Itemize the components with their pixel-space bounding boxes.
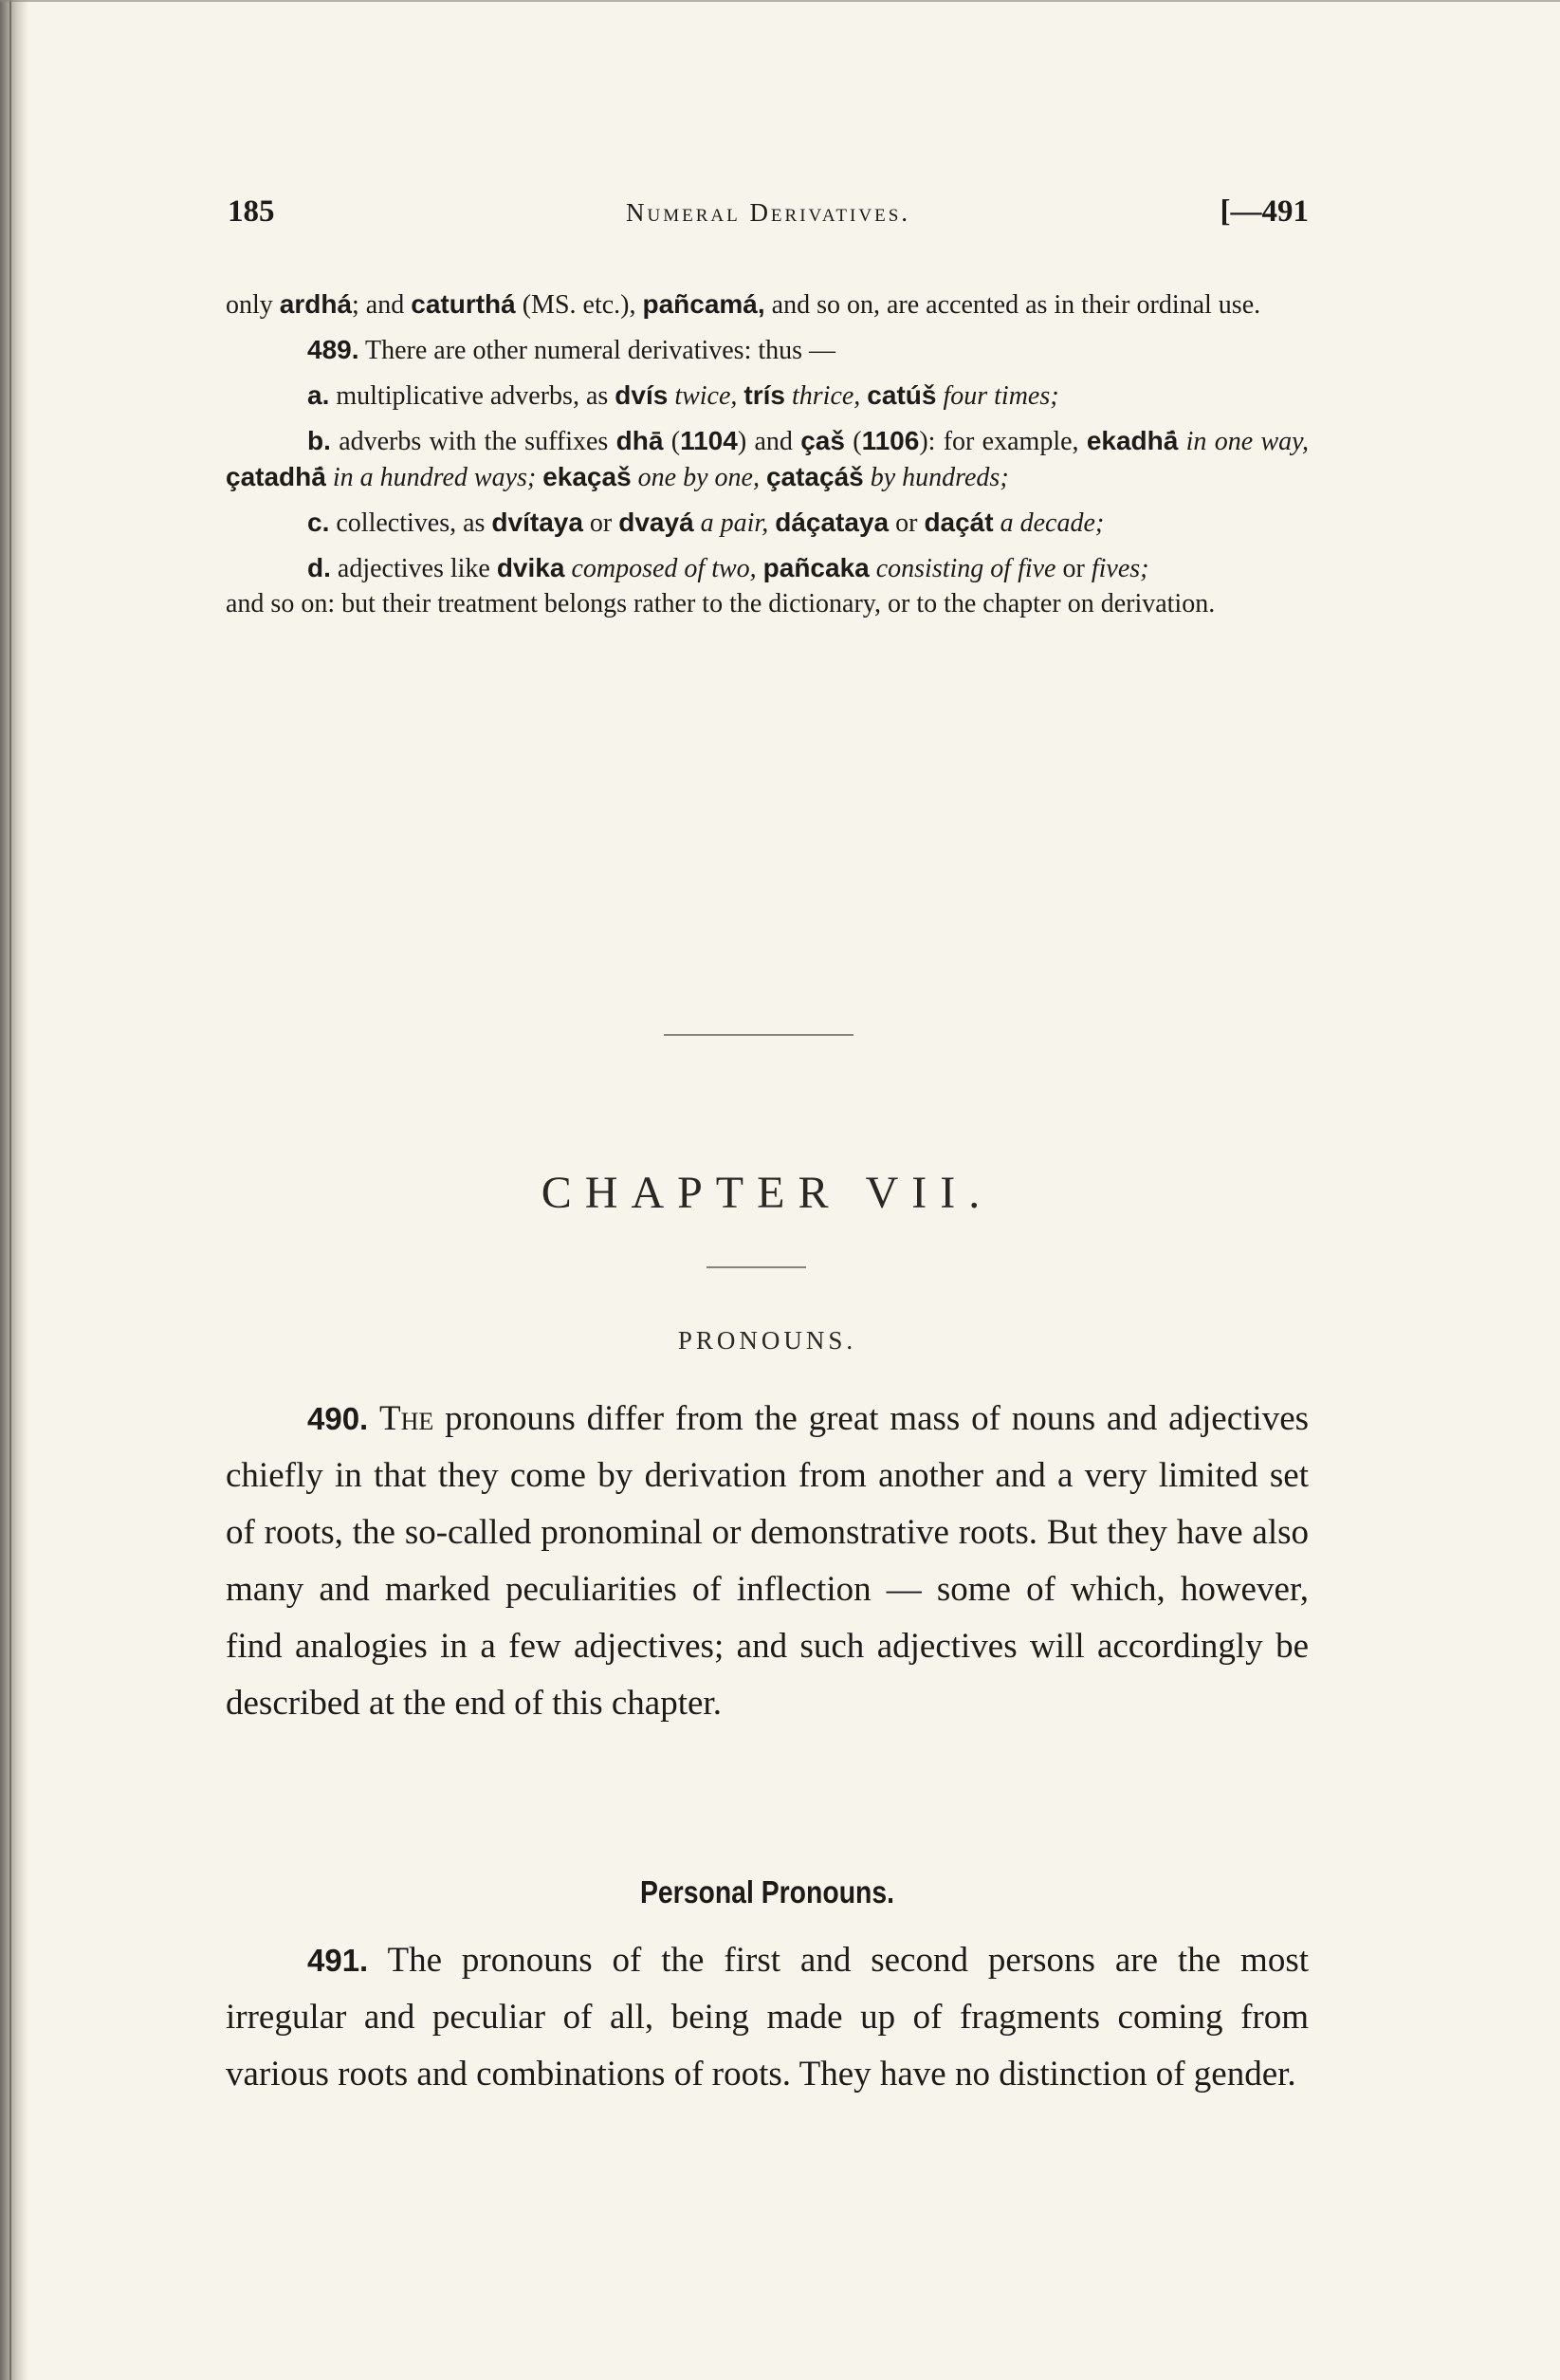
chapter-divider-top — [664, 1034, 853, 1036]
chapter-divider-bottom — [707, 1266, 806, 1268]
closing-paragraph: and so on: but their treatment belongs rather to the dictionary, or to the chapter on derivation. — [226, 589, 1216, 618]
paragraph-491: 491. The pronouns of the first and second persons are the most irregular and peculiar of all, being made up of fragments coming from various roots and combinations of roots. They have no distinction of gender. — [226, 1941, 1309, 2094]
page-edge — [9, 0, 11, 2380]
page-number: 185 — [228, 194, 275, 229]
item-b: b. adverbs with the suffixes dhā (1104) and çaš (1106): for example, ekadhā́ in one way, çatadhā́ in a hundred ways; ekaçaš one by one, çataçáš by hundreds; — [226, 426, 1310, 492]
paragraph-continuation: only ardhá; and caturthá (MS. etc.), pañcamá, and so on, are accented as in their ordinal use. — [226, 289, 1261, 320]
paragraph-491-block — [226, 1932, 1309, 2103]
item-a: a. multiplicative adverbs, as dvís twice, trís thrice, catúš four times; — [307, 380, 1059, 411]
running-title: Numeral Derivatives. — [625, 198, 911, 227]
section-reference: [—491 — [1220, 194, 1309, 229]
item-d: d. adjectives like dvika composed of two, pañcaka consisting of five or fives; — [307, 553, 1149, 583]
section-heading: Personal Pronouns. — [639, 1874, 895, 1910]
running-header — [228, 194, 1309, 242]
chapter-subtitle: PRONOUNS. — [677, 1326, 857, 1355]
page-binding-shadow — [0, 0, 28, 2380]
paragraph-490: 490. The pronouns differ from the great mass of nouns and adjectives chiefly in that they come by derivation from another and a very limited set of roots, the so-called pronominal or demonstrative roots. But they have also many and marked peculiarities of inflection — some of which, however, find analogies in a few adjectives; and such adjectives will accordingly be described at the end of this chapter. — [226, 1399, 1310, 1723]
small-text-block — [226, 286, 1309, 621]
chapter-title: CHAPTER VII. — [541, 1168, 994, 1218]
paragraph-490-block — [226, 1391, 1309, 1732]
item-c: c. collectives, as dvítaya or dvayá a pair, dáçataya or daçát a decade; — [307, 507, 1105, 538]
paragraph-489: 489. There are other numeral derivatives: thus — — [307, 335, 836, 365]
page-top-edge — [0, 0, 1560, 2]
